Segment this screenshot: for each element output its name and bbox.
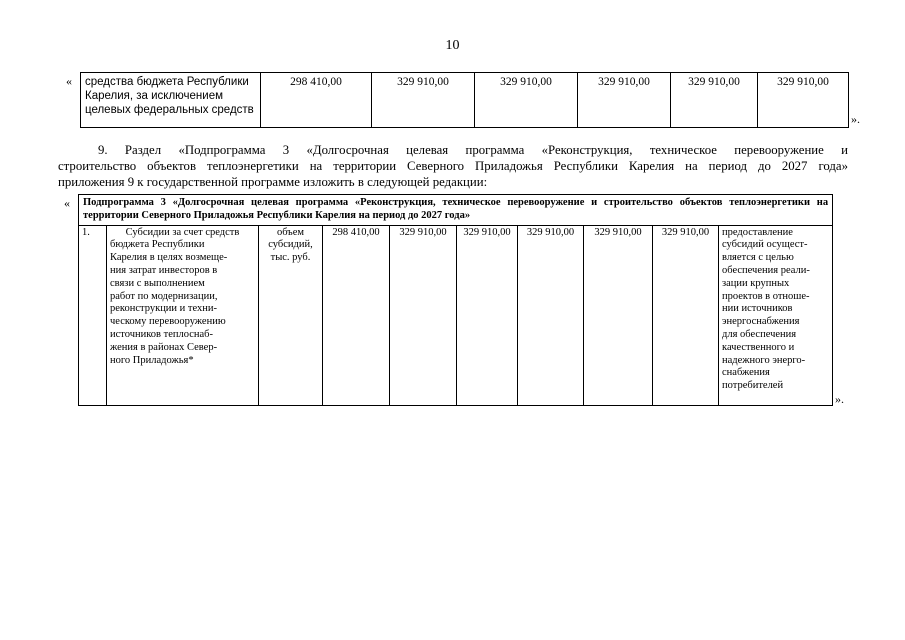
result-line: для обеспечения xyxy=(722,328,797,340)
result-line: проектов в отноше- xyxy=(722,290,810,302)
measure-line: жения в районах Север- xyxy=(110,341,218,353)
amount-cell: 329 910,00 xyxy=(372,73,475,128)
amount-cell: 329 910,00 xyxy=(584,225,653,405)
result-line: субсидий осущест- xyxy=(722,239,808,251)
table-subprogram-3 xyxy=(78,194,833,406)
measure-line: Карелия в целях возмеще- xyxy=(110,252,228,264)
amount-cell: 298 410,00 xyxy=(323,225,390,405)
funding-source-line: целевых федеральных средств xyxy=(85,104,254,116)
table-heading-row xyxy=(79,195,833,226)
funding-source-cell xyxy=(81,73,261,128)
amount-cell: 298 410,00 xyxy=(261,73,372,128)
paragraph-line-3: приложения 9 к государственной программе изложить в следующей редакции: xyxy=(58,175,488,189)
row-number: 1. xyxy=(79,225,107,405)
result-line: снабжения xyxy=(722,367,770,379)
amount-cell: 329 910,00 xyxy=(390,225,457,405)
result-line: предоставление xyxy=(722,226,793,238)
result-cell xyxy=(719,225,833,405)
amount-cell: 329 910,00 xyxy=(457,225,518,405)
amount-cell: 329 910,00 xyxy=(475,73,578,128)
measure-line: бюджета Республики xyxy=(110,239,205,251)
table-row xyxy=(79,225,833,405)
open-quote-1: « xyxy=(66,74,72,88)
indicator-line: субсидий, xyxy=(268,239,313,251)
paragraph-line-2: строительство объектов теплоэнергетики на территории Северного Приладожья Республики Карелия на период до 2027 года» xyxy=(58,159,848,173)
result-line: качественного и xyxy=(722,341,795,353)
amount-cell: 329 910,00 xyxy=(653,225,719,405)
close-quote-1: ». xyxy=(851,112,860,126)
funding-source-line: средства бюджета Республики xyxy=(85,76,249,88)
result-line: вляется с целью xyxy=(722,252,794,264)
result-line: потребителей xyxy=(722,380,784,392)
measure-line: работ по модернизации, xyxy=(110,290,218,302)
amount-cell: 329 910,00 xyxy=(671,73,758,128)
paragraph-line-1: 9. Раздел «Подпрограмма 3 «Долгосрочная целевая программа «Реконструкция, техническое перевооружение и xyxy=(98,143,848,157)
measure-cell xyxy=(107,225,259,405)
result-line: надежного энерго- xyxy=(722,354,806,366)
page-number: 10 xyxy=(445,38,460,53)
subprogram-heading: Подпрограмма 3 «Долгосрочная целевая программа «Реконструкция, техническое перевооружение и строительство объектов теплоэнергетики на территории Северного Приладожья Республики Карелия на период до 2027 года» xyxy=(79,195,833,226)
result-line: нии источников xyxy=(722,303,793,315)
measure-line: ного Приладожья* xyxy=(110,354,194,366)
table-budget-amounts xyxy=(80,72,849,128)
measure-line: ческому перевооружению xyxy=(110,316,226,328)
measure-line: источников теплоснаб- xyxy=(110,328,214,340)
measure-line: связи с выполнением xyxy=(110,277,205,289)
indicator-line: объем xyxy=(276,226,305,238)
result-line: зации крупных xyxy=(722,277,790,289)
measure-line: ния затрат инвесторов в xyxy=(110,264,218,276)
amount-cell: 329 910,00 xyxy=(518,225,584,405)
table-row xyxy=(81,73,849,128)
measure-line: реконструкции и техни- xyxy=(110,303,218,315)
result-line: обеспечения реали- xyxy=(722,264,810,276)
funding-source-line: Карелия, за исключением xyxy=(85,90,223,102)
indicator-line: тыс. руб. xyxy=(270,252,311,264)
amount-cell: 329 910,00 xyxy=(578,73,671,128)
measure-line: Субсидии за счет средств xyxy=(125,226,240,238)
result-line: энергоснабжения xyxy=(722,316,800,328)
close-quote-2: ». xyxy=(835,392,844,406)
amount-cell: 329 910,00 xyxy=(758,73,849,128)
indicator-cell xyxy=(259,225,323,405)
open-quote-2: « xyxy=(64,196,70,210)
